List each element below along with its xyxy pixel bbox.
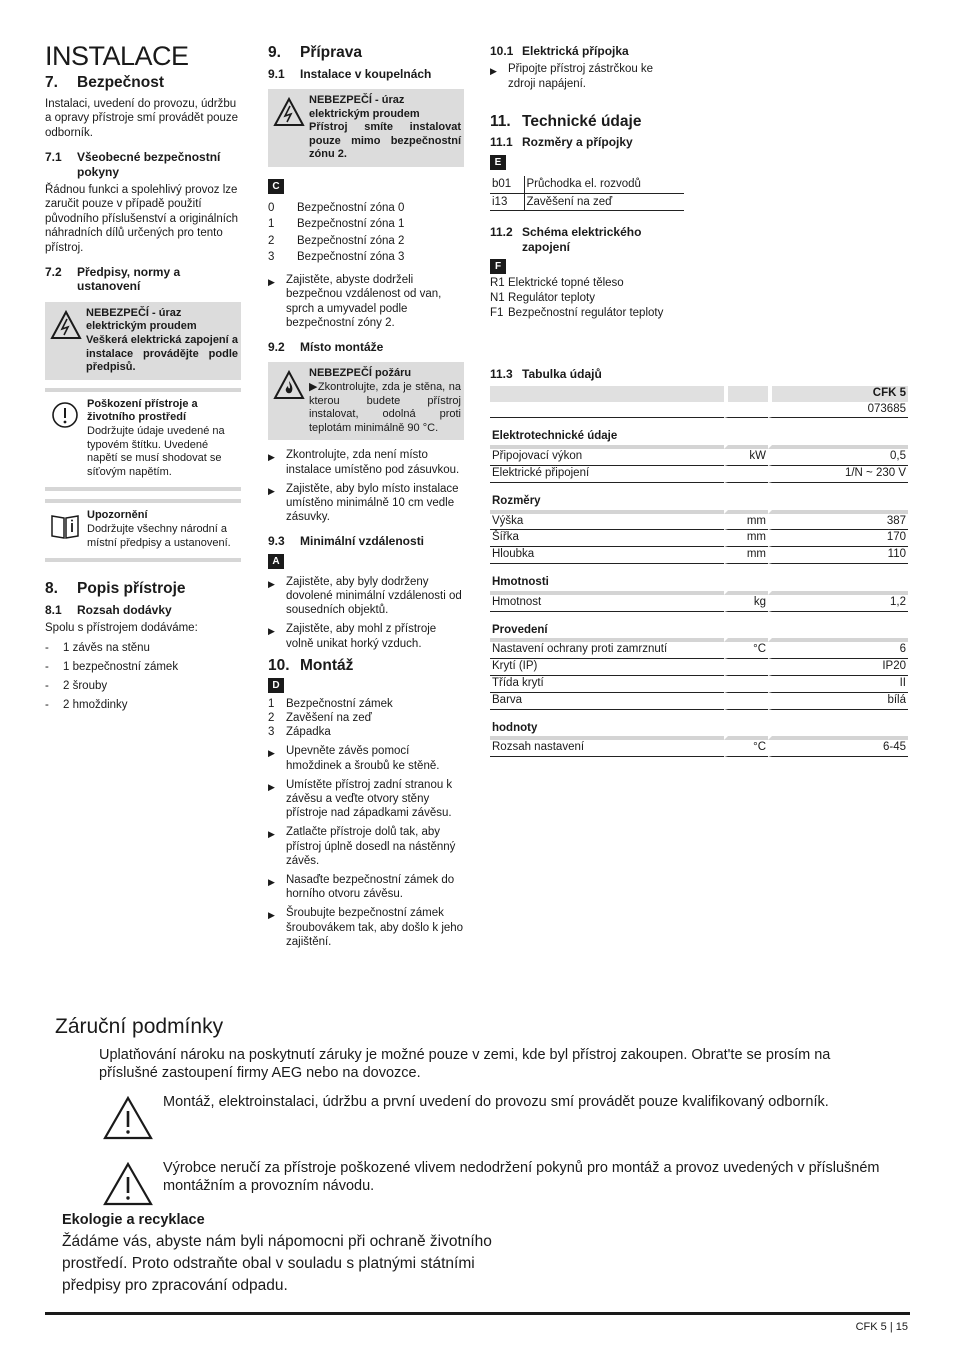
row-label: Výška	[490, 514, 724, 531]
table-header-row	[490, 386, 908, 402]
figure-label: E	[490, 155, 506, 170]
section-7-text: Instalaci, uvedení do provozu, údržbu a opravy přístroje smí provádět pouze odborník.	[45, 97, 239, 139]
legend-row: 2 Zavěšení na zeď	[268, 712, 372, 725]
row-unit	[724, 676, 768, 693]
figure-label: F	[490, 259, 506, 274]
list-item: ▶ Zkontrolujte, zda není místo instalace umístěno pod zásuvkou.	[268, 449, 460, 476]
table-section-row: Rozměry	[490, 483, 908, 514]
table-row	[490, 740, 908, 757]
ecology-line: předpisy pro zpracování odpadu.	[62, 1277, 288, 1295]
row-label: Rozsah nastavení	[490, 740, 724, 757]
table-row	[490, 449, 908, 466]
electric-shock-warning: NEBEZPEČÍ - úraz elektrickým proudem Veškerá elektrická zapojení a instalace provádějte podle předpisů.	[45, 302, 241, 380]
list-item: ▶ Zatlačte přístroje dolů tak, aby přístroj úplně dosedl na nástěnný závěs.	[268, 826, 456, 867]
section-7-2-heading: 7.2 Předpisy, normy a ustanovení	[45, 265, 181, 294]
ecology-title: Ekologie a recyklace	[62, 1212, 205, 1228]
electric-shock-warning: NEBEZPEČÍ - úraz elektrickým proudem Přístroj smíte instalovat pouze mimo bezpečnostní zónu 2.	[268, 89, 464, 167]
row-value: 387	[768, 514, 908, 531]
section-9-3-heading: 9.3 Minimální vzdálenosti	[268, 534, 425, 549]
legend-row: 3 Západka	[268, 726, 331, 739]
ecology-line: Žádáme vás, abyste nám byli nápomocni při ochraně životního	[62, 1233, 492, 1251]
row-value: bílá	[768, 693, 908, 710]
model-code: 073685	[768, 402, 908, 419]
table-row	[490, 466, 908, 483]
fire-warning: NEBEZPEČÍ požáru ▶Zkontrolujte, zda je stěna, na kterou budete přístroj instalovat, odolná proti teplotám minimálně 90 °C.	[268, 362, 464, 440]
table-row	[490, 547, 908, 564]
section-11-heading: 11. Technické údaje	[490, 112, 642, 130]
row-unit: mm	[724, 547, 768, 564]
section-11-1-heading: 11.1 Rozměry a přípojky	[490, 135, 633, 150]
row-label: Připojovací výkon	[490, 449, 724, 466]
dimensions-legend-table	[490, 176, 684, 212]
exclamation-circle-icon	[49, 400, 81, 430]
ecology-section	[62, 1212, 542, 1297]
section-7-1-heading: 7.1 Všeobecné bezpečnostní pokyny	[45, 150, 221, 179]
row-unit	[724, 693, 768, 710]
legend-row: 2 Bezpečnostní zóna 2	[268, 234, 405, 247]
electric-hazard-icon	[273, 97, 305, 127]
list-item: ▶ Zajistěte, aby bylo místo instalace umístěno minimálně 10 cm vedle zásuvky.	[268, 482, 459, 524]
list-item: ▶ Umístěte přístroj zadní stranou k závěsu a veďte otvory stěny přístroje nad západkami závěsu.	[268, 778, 453, 820]
row-label: Krytí (IP)	[490, 659, 724, 676]
row-unit: mm	[724, 530, 768, 547]
row-unit	[724, 466, 768, 483]
table-section-row: Provedení	[490, 612, 908, 643]
row-value: 6-45	[768, 740, 908, 757]
row-value: 0,5	[768, 449, 908, 466]
section-9-heading: 9. Příprava	[268, 44, 363, 61]
section-10-1-heading: 10.1 Elektrická přípojka	[490, 44, 629, 58]
row-value: 110	[768, 547, 908, 564]
column-1	[45, 40, 241, 717]
list-item: ▶ Zajistěte, abyste dodrželi bezpečnou vzdálenost od van, sprch a umyvadel podle bezpečnostní zóny 2.	[268, 274, 442, 329]
table-row	[490, 642, 908, 659]
page-number: CFK 5 | 15	[855, 1321, 908, 1333]
table-row	[490, 514, 908, 531]
row-label: Barva	[490, 693, 724, 710]
legend-row: F1 Bezpečnostní regulátor teploty	[490, 307, 664, 320]
table-row	[490, 693, 908, 710]
legend-row: 1 Bezpečnostní zámek	[268, 698, 393, 711]
ecology-line: prostředí. Proto odstraňte obal v souladu s platnými státními	[62, 1255, 475, 1273]
table-row	[490, 676, 908, 693]
model-name: CFK 5	[768, 386, 908, 402]
row-label: Hmotnost	[490, 595, 724, 612]
row-label: Elektrické připojení	[490, 466, 724, 483]
row-value: IP20	[768, 659, 908, 676]
list-item: ▶ Zajistěte, aby mohl z přístroje volně unikat horký vzduch.	[268, 623, 437, 650]
column-3	[490, 44, 910, 757]
list-item: - 2 hmoždinky	[45, 699, 128, 712]
list-item: - 1 závěs na stěnu	[45, 641, 150, 654]
section-9-2-heading: 9.2 Místo montáže	[268, 339, 384, 354]
device-damage-note: Poškození přístroje a životního prostředí Dodržujte údaje uvedené na typovém štítku. Uvedené napětí se musí shodovat se síťovým napětím.	[45, 388, 241, 492]
section-8-1-text: Spolu s přístrojem dodáváme:	[45, 622, 198, 635]
legend-row: 3 Bezpečnostní zóna 3	[268, 250, 405, 263]
technical-data-table	[490, 386, 908, 758]
manual-book-icon	[49, 511, 81, 541]
table-row: i13 Zavěšení na zeď	[490, 193, 684, 211]
table-section-row: Hmotnosti	[490, 564, 908, 595]
list-item: ▶ Zajistěte, aby byly dodrženy dovolené minimální vzdálenosti od sousedních objektů.	[268, 575, 462, 617]
section-11-3-heading: 11.3 Tabulka údajů	[490, 367, 602, 382]
table-row	[490, 530, 908, 547]
row-unit	[724, 659, 768, 676]
table-section-row: hodnoty	[490, 710, 908, 741]
warning-triangle-icon	[103, 1162, 153, 1206]
table-row: b01 Průchodka el. rozvodů	[490, 176, 684, 193]
row-value: 1,2	[768, 595, 908, 612]
row-label: Třída krytí	[490, 676, 724, 693]
section-8-1-heading: 8.1 Rozsah dodávky	[45, 602, 172, 617]
table-row	[490, 402, 908, 419]
section-7-1-text: Řádnou funkci a spolehlivý provoz lze zaručit pouze v případě použití původního příslušenství a originálních náhradních dílů určených pro tento přístroj.	[45, 183, 239, 254]
legend-row: R1 Elektrické topné těleso	[490, 277, 624, 290]
column-2	[268, 44, 464, 954]
row-value: 170	[768, 530, 908, 547]
row-value: 1/N ~ 230 V	[768, 466, 908, 483]
warranty-warning-liability: Výrobce neručí za přístroje poškozené vlivem nedodržení pokynů pro montáž a provoz uvedených v příslušném montážním a provozním návodu.	[99, 1160, 915, 1216]
list-item: ▶ Nasaďte bezpečnostní zámek do horního otvoru závěsu.	[268, 873, 455, 901]
row-label: Nastavení ochrany proti zamrznutí	[490, 642, 724, 659]
regulation-note: Upozornění Dodržujte všechny národní a místní předpisy a ustanovení.	[45, 499, 241, 562]
row-label: Hloubka	[490, 547, 724, 564]
section-7-heading: 7. Bezpečnost	[45, 74, 164, 92]
legend-row: N1 Regulátor teploty	[490, 292, 595, 305]
row-value: II	[768, 676, 908, 693]
figure-label: A	[268, 554, 284, 569]
row-label: Šířka	[490, 530, 724, 547]
table-section-row: Elektrotechnické údaje	[490, 418, 908, 449]
table-row	[490, 659, 908, 676]
row-unit: °C	[724, 740, 768, 757]
row-value: 6	[768, 642, 908, 659]
warranty-intro: Uplatňování nároku na poskytnutí záruky je možné pouze v zemi, kde byl přístroj zakoupen. Obrat'te se prosím na příslušné zastoupení firmy AEG nebo na dovozce.	[99, 1047, 831, 1081]
list-item: - 2 šrouby	[45, 679, 108, 692]
section-9-1-heading: 9.1 Instalace v koupelnách	[268, 66, 432, 81]
list-item: - 1 bezpečnostní zámek	[45, 660, 179, 673]
list-item: ▶ Šroubujte bezpečnostní zámek šroubovákem tak, aby došlo k jeho zajištění.	[268, 907, 464, 948]
list-item: ▶ Upevněte závěs pomocí hmoždinek a šroubů ke stěně.	[268, 745, 440, 772]
section-11-2-heading: 11.2 Schéma elektrického zapojení	[490, 225, 642, 254]
row-unit: mm	[724, 514, 768, 531]
table-row	[490, 595, 908, 612]
section-8-heading: 8. Popis přístroje	[45, 580, 186, 598]
row-unit: kg	[724, 595, 768, 612]
electric-hazard-icon	[50, 310, 82, 340]
section-10-heading: 10. Montáž	[268, 656, 354, 674]
warranty-title: Záruční podmínky	[55, 1015, 224, 1038]
figure-label: D	[268, 678, 284, 693]
page-title: INSTALACE	[45, 41, 189, 71]
list-item: ▶ Připojte přístroj zástrčkou ke zdroji napájení.	[490, 63, 654, 90]
warranty-section	[55, 1014, 915, 1216]
figure-label: C	[268, 179, 284, 194]
footer-divider	[45, 1312, 910, 1315]
warning-triangle-icon	[103, 1096, 153, 1140]
row-unit: kW	[724, 449, 768, 466]
warranty-warning-qualified: Montáž, elektroinstalaci, údržbu a první uvedení do provozu smí provádět pouze kvalifikovaný odborník.	[99, 1094, 915, 1150]
row-unit: °C	[724, 642, 768, 659]
legend-row: 1 Bezpečnostní zóna 1	[268, 218, 405, 231]
fire-hazard-icon	[273, 370, 305, 400]
legend-row: 0 Bezpečnostní zóna 0	[268, 201, 405, 214]
